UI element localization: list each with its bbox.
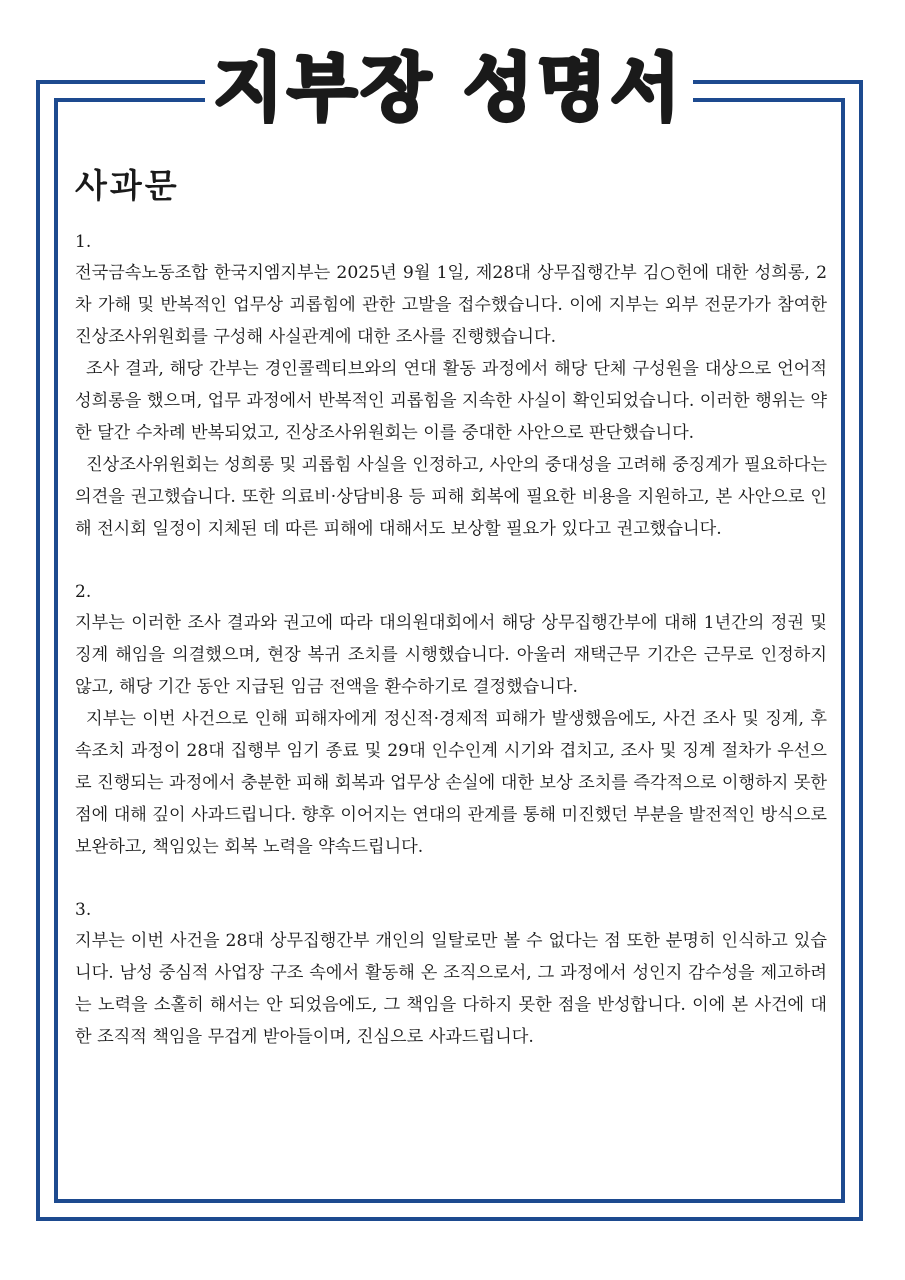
section-number: 3. — [75, 900, 92, 920]
paragraph: 지부는 이번 사건으로 인해 피해자에게 정신적·경제적 피해가 발생했음에도, 사건 조사 및 징계, 후속조치 과정이 28대 집행부 임기 종료 및 29대 인수인계 시기와 겹치고, 조사 및 징계 절차가 우선으로 진행되는 과정에서 충분한 피해 회복과 업무상 손실에 대한 보상 조치를 즉각적으로 이행하지 못한 점에 대해 깊이 사과드립니다. 향후 이어지는 연대의 관계를 통해 미진했던 부분을 발전적인 방식으로 보완하고, 책임있는 회복 노력을 약속드립니다. — [75, 709, 827, 857]
section-spacer — [75, 545, 827, 577]
paragraph: 진상조사위원회는 성희롱 및 괴롭힘 사실을 인정하고, 사안의 중대성을 고려해 중징계가 필요하다는 의견을 권고했습니다. 또한 의료비·상담비용 등 피해 회복에 필요한 비용을 지원하고, 본 사안으로 인해 전시회 일정이 지체된 데 따른 피해에 대해서도 보상할 필요가 있다고 권고했습니다. — [75, 455, 827, 539]
paragraph: 지부는 이러한 조사 결과와 권고에 따라 대의원대회에서 해당 상무집행간부에 대해 1년간의 정권 및 징계 해임을 의결했으며, 현장 복귀 조치를 시행했습니다. 아울러 재택근무 기간은 근무로 인정하지 않고, 해당 기간 동안 지급된 임금 전액을 환수하기로 결정했습니다. — [75, 613, 827, 697]
section-2 — [75, 577, 827, 863]
section-1 — [75, 227, 827, 545]
document-heading: 사과문 — [75, 166, 180, 205]
section-3 — [75, 895, 827, 1053]
page-title: 지부장 성명서 — [213, 46, 685, 130]
section-spacer — [75, 863, 827, 895]
document-body — [75, 160, 827, 1053]
section-number: 2. — [75, 582, 92, 602]
paragraph: 전국금속노동조합 한국지엠지부는 2025년 9월 1일, 제28대 상무집행간부 김○헌에 대한 성희롱, 2차 가해 및 반복적인 업무상 괴롭힘에 관한 고발을 접수했습니다. 이에 지부는 외부 전문가가 참여한 진상조사위원회를 구성해 사실관계에 대한 조사를 진행했습니다. — [75, 263, 827, 347]
paragraph: 지부는 이번 사건을 28대 상무집행간부 개인의 일탈로만 볼 수 없다는 점 또한 분명히 인식하고 있습니다. 남성 중심적 사업장 구조 속에서 활동해 온 조직으로서, 그 과정에서 성인지 감수성을 제고하려는 노력을 소홀히 해서는 안 되었음에도, 그 책임을 다하지 못한 점을 반성합니다. 이에 본 사건에 대한 조직적 책임을 무겁게 받아들이며, 진심으로 사과드립니다. — [75, 931, 827, 1047]
section-number: 1. — [75, 232, 92, 252]
paragraph: 조사 결과, 해당 간부는 경인콜렉티브와의 연대 활동 과정에서 해당 단체 구성원을 대상으로 언어적 성희롱을 했으며, 업무 과정에서 반복적인 괴롭힘을 지속한 사실이 확인되었습니다. 이러한 행위는 약 한 달간 수차례 반복되었고, 진상조사위원회는 이를 중대한 사안으로 판단했습니다. — [75, 359, 827, 443]
